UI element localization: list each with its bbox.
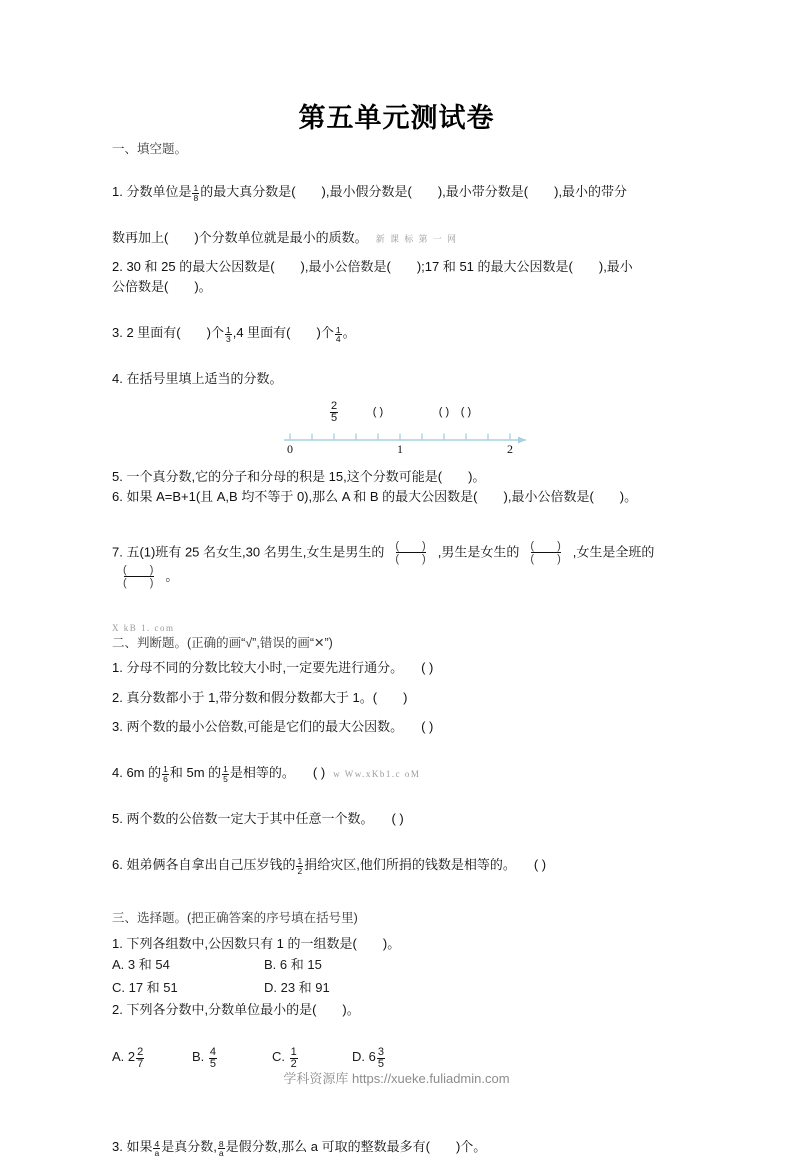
truefalse-blank[interactable]: ( ) bbox=[391, 810, 404, 826]
s1-question-2-line1 bbox=[112, 257, 682, 277]
footer-credit: 学科资源库 https://xueke.fuliadmin.com bbox=[283, 1071, 510, 1086]
fraction-1-5: $\frac{1}{5}$ bbox=[223, 764, 228, 784]
s2-q2-text-b: ) bbox=[403, 689, 408, 705]
option-a[interactable]: A. 2 $\frac{2}{7}$ bbox=[112, 1045, 144, 1070]
s1-q5-text-a: 5. 一个真分数,它的分子和分母的积是 15,这个分数可能是( bbox=[112, 468, 443, 484]
s3-q1-text-b: )。 bbox=[382, 935, 401, 951]
s1-q7-text-a: 7. 五(1)班有 25 名女生,30 名男生,女生是男生的 bbox=[112, 544, 385, 560]
number-line-blank[interactable]: ( ) bbox=[460, 405, 472, 418]
s1-question-5 bbox=[112, 467, 682, 487]
option-d[interactable]: D. 23 和 91 bbox=[264, 979, 330, 995]
s3-q3-text-d: )个。 bbox=[455, 1139, 487, 1155]
s2-q4-text-a: 4. 6m 的 bbox=[112, 764, 162, 780]
s3-q3-text-a: 3. 如果 bbox=[112, 1139, 153, 1155]
fraction-1-4: $\frac{1}{4}$ bbox=[335, 324, 341, 345]
s2-question-5 bbox=[112, 809, 682, 829]
s1-q3-text-e: 。 bbox=[342, 325, 356, 341]
s1-q1-text-f: 数再加上( bbox=[112, 229, 169, 245]
s1-q2-text-e: 公倍数是( bbox=[112, 279, 169, 295]
truefalse-blank[interactable]: ( ) bbox=[421, 718, 434, 734]
s3-q3-text-c: 是假分数,那么 a 可取的整数最多有( bbox=[225, 1139, 430, 1155]
s3-q1-options-row1 bbox=[112, 954, 682, 977]
option-c[interactable]: C. 17 和 51 bbox=[112, 979, 178, 995]
s2-q2-text-a: 2. 真分数都小于 1,带分数和假分数都大于 1。( bbox=[112, 689, 378, 705]
blank-fraction[interactable]: ( ) ( ) bbox=[530, 539, 571, 566]
fraction: $\frac{2}{5}$ bbox=[330, 399, 338, 424]
s1-question-1-line2 bbox=[112, 228, 682, 248]
s3-q2-text-b: )。 bbox=[342, 1001, 360, 1017]
s3-q3-text-b: 是真分数, bbox=[161, 1139, 217, 1155]
s1-q3-text-b: )个 bbox=[206, 325, 224, 341]
s2-question-3 bbox=[112, 717, 682, 737]
s1-q6-text-b: ),最小公倍数是( bbox=[503, 488, 594, 504]
s3-q1-options-row2 bbox=[112, 977, 682, 1000]
s1-q5-text-b: )。 bbox=[468, 468, 486, 484]
s1-q2-text-b: ),最小公倍数是( bbox=[300, 259, 391, 275]
s1-q2-text-a: 2. 30 和 25 的最大公因数是( bbox=[112, 259, 275, 275]
s1-question-6 bbox=[112, 487, 682, 507]
s1-q7-text-c: ,女生是全班的 bbox=[572, 544, 655, 560]
s3-question-3 bbox=[112, 1137, 682, 1157]
fraction-1-6: $\frac{1}{6}$ bbox=[163, 764, 168, 784]
s3-q1-text-a: 1. 下列各组数中,公因数只有 1 的一组数是( bbox=[112, 935, 357, 951]
s2-q4-text-b: 和 5m 的 bbox=[169, 764, 222, 780]
truefalse-blank[interactable]: ( ) bbox=[312, 764, 326, 780]
number-line-tick-label: 2 bbox=[507, 441, 513, 456]
option-d[interactable]: D. 6 $\frac{3}{5}$ bbox=[352, 1045, 384, 1070]
s2-question-6 bbox=[112, 855, 682, 875]
number-line-top-labels bbox=[282, 400, 532, 428]
fraction: $\frac{1}{2}$ bbox=[290, 1045, 297, 1070]
number-line-blank[interactable]: ( ) bbox=[372, 405, 384, 418]
s1-q7-text-b: ,男生是女生的 bbox=[437, 544, 520, 560]
s1-question-2-line2 bbox=[112, 277, 682, 297]
blank-fraction[interactable]: ( ) ( ) bbox=[395, 539, 436, 566]
watermark-wwxkb: w Ww.xKb1.c oM bbox=[333, 768, 421, 779]
s1-q2-text-d: ),最小 bbox=[598, 259, 633, 275]
s3-q2-options bbox=[112, 1046, 682, 1069]
number-line bbox=[282, 400, 532, 458]
s1-q1-text-g: )个分数单位就是最小的质数。 bbox=[194, 229, 368, 245]
page-title: 第五单元测试卷 bbox=[298, 103, 495, 133]
s2-q6-text-a: 6. 姐弟俩各自拿出自己压岁钱的 bbox=[112, 857, 296, 873]
s3-question-2 bbox=[112, 1000, 682, 1020]
s1-q2-text-f: )。 bbox=[194, 279, 212, 295]
s2-question-1 bbox=[112, 658, 682, 678]
s1-q7-text-d: 。 bbox=[165, 568, 179, 584]
s1-q1-text-d: ),最小带分数是( bbox=[437, 183, 529, 199]
s1-question-4: 4. 在括号里填上适当的分数。 bbox=[112, 371, 283, 387]
number-line-tick-label: 1 bbox=[397, 441, 403, 456]
s1-q1-text-b: 的最大真分数是( bbox=[200, 183, 296, 199]
s2-q6-text-b: 捐给灾区,他们所捐的钱数是相等的。 bbox=[304, 857, 516, 873]
s1-q3-text-a: 3. 2 里面有( bbox=[112, 325, 181, 341]
fraction: $\frac{2}{7}$ bbox=[137, 1045, 144, 1070]
exam-body bbox=[112, 140, 682, 1157]
number-line-fraction-label bbox=[329, 400, 339, 428]
option-b[interactable]: B. $\frac{4}{5}$ bbox=[192, 1045, 217, 1070]
blank-fraction[interactable]: ( ) ( ) bbox=[123, 563, 164, 590]
watermark-xkb: 新 课 标 第 一 网 bbox=[375, 233, 458, 244]
s1-q3-text-d: )个 bbox=[316, 325, 334, 341]
s1-q2-text-c: );17 和 51 的最大公因数是( bbox=[416, 259, 573, 275]
s2-q5-text: 5. 两个数的公倍数一定大于其中任意一个数。 bbox=[112, 810, 374, 826]
s2-question-4 bbox=[112, 763, 682, 783]
s1-q1-text-a: 1. 分数单位是 bbox=[112, 183, 192, 199]
number-line-bottom-labels bbox=[282, 442, 532, 458]
s1-q3-text-c: ,4 里面有( bbox=[232, 325, 291, 341]
s2-q1-text: 1. 分母不同的分数比较大小时,一定要先进行通分。 bbox=[112, 660, 404, 676]
fraction-1-8: $\frac{1}{8}$ bbox=[193, 183, 199, 203]
option-a[interactable]: A. 3 和 54 bbox=[112, 957, 170, 973]
s1-question-7 bbox=[112, 541, 682, 589]
section-1-heading: 一、填空题。 bbox=[112, 142, 188, 156]
s3-question-1 bbox=[112, 934, 682, 954]
option-c[interactable]: C. $\frac{1}{2}$ bbox=[272, 1045, 297, 1070]
truefalse-blank[interactable]: ( ) bbox=[533, 857, 547, 873]
fraction-8-a: $\frac{8}{a}$ bbox=[218, 1138, 224, 1158]
s2-q3-text: 3. 两个数的最小公倍数,可能是它们的最大公因数。 bbox=[112, 718, 404, 734]
number-line-blank[interactable]: ( ) bbox=[438, 405, 450, 418]
s1-q6-text-a: 6. 如果 A=B+1(且 A,B 均不等于 0),那么 A 和 B 的最大公因数是( bbox=[112, 488, 478, 504]
s1-q1-text-c: ),最小假分数是( bbox=[321, 183, 412, 199]
s2-question-2 bbox=[112, 688, 682, 708]
truefalse-blank[interactable]: ( ) bbox=[421, 660, 434, 676]
s1-q6-text-c: )。 bbox=[619, 488, 638, 504]
fraction-1-3: $\frac{1}{3}$ bbox=[225, 324, 231, 345]
section-2-heading: 二、判断题。(正确的画“√”,错误的画“✕”) bbox=[112, 635, 333, 650]
watermark-xkb-com: X kB 1. com bbox=[112, 622, 175, 633]
s2-q4-text-c: 是相等的。 bbox=[229, 764, 295, 780]
s3-q1-options bbox=[112, 954, 682, 1000]
fraction-4-a: $\frac{4}{a}$ bbox=[154, 1138, 160, 1158]
section-3-heading: 三、选择题。(把正确答案的序号填在括号里) bbox=[112, 911, 358, 926]
number-line-tick-label: 0 bbox=[287, 441, 293, 456]
fraction: $\frac{4}{5}$ bbox=[209, 1045, 217, 1070]
s3-q2-text-a: 2. 下列各分数中,分数单位最小的是( bbox=[112, 1001, 317, 1017]
s1-question-3 bbox=[112, 323, 682, 343]
fraction: $\frac{3}{5}$ bbox=[377, 1045, 384, 1070]
s1-q1-text-e: ),最小的带分 bbox=[554, 183, 628, 199]
number-line-figure bbox=[112, 400, 682, 458]
s1-question-1-line1 bbox=[112, 182, 682, 202]
option-b[interactable]: B. 6 和 15 bbox=[264, 957, 322, 973]
fraction-1-2: $\frac{1}{2}$ bbox=[297, 856, 303, 877]
